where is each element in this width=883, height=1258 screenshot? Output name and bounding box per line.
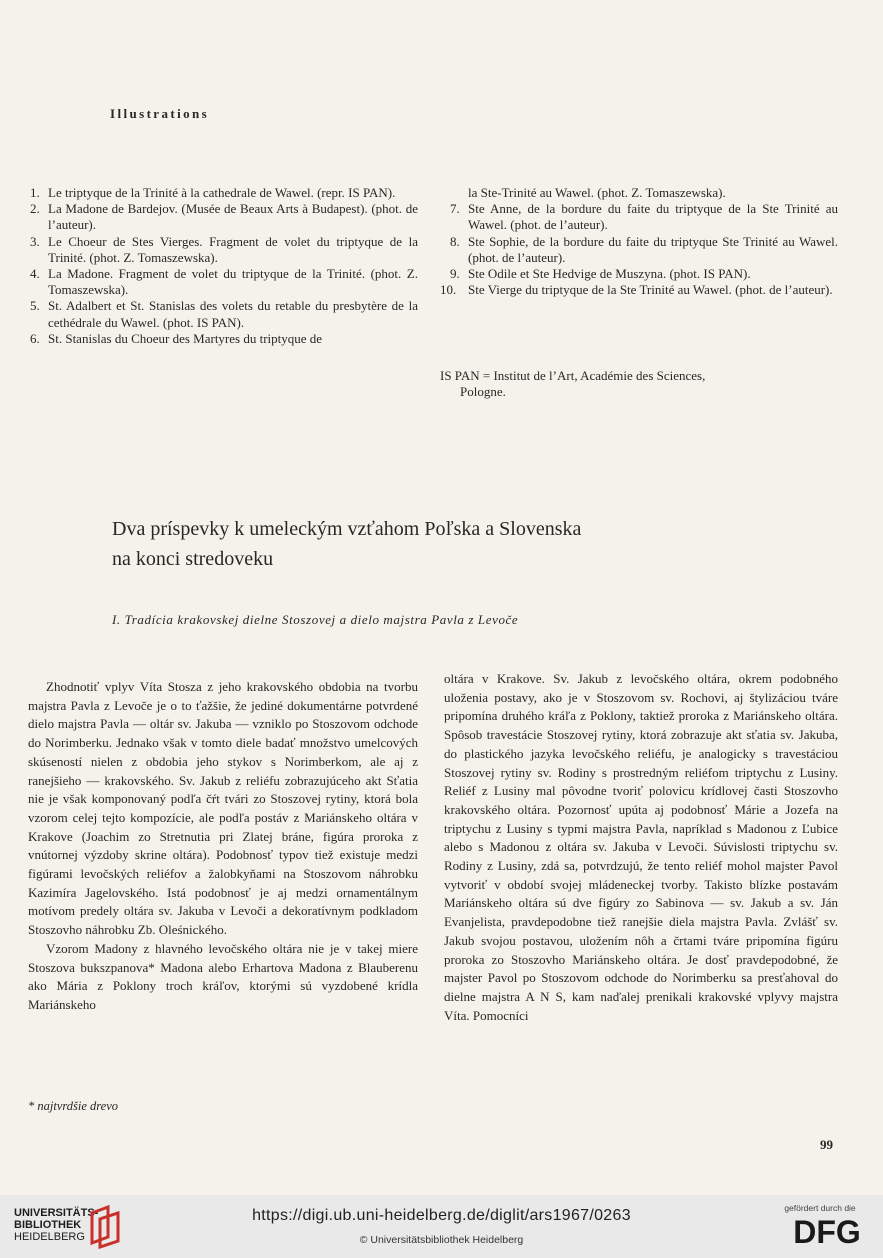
illustration-item-continuation: la Ste-Trinité au Wawel. (phot. Z. Tomaszewska). (468, 185, 726, 200)
footer-bar (0, 1195, 883, 1258)
illustration-item: 1. Le triptyque de la Trinité à la cathedrale de Wawel. (repr. IS PAN). (30, 185, 396, 200)
paragraph: oltára v Krakove. Sv. Jakub z levočského oltára, okrem podobného uloženia postavy, ako je v Stoszovom sv. Rochovi, aj štylizáciou tváre pripomína druhého kráľa z Poklony, taktiež proroka z Mariánskeho oltára. Spôsob travestácie Stoszovej rytiny, ktorá zobrazuje akt sťatia sv. Jakuba, do plastického jazyka levočského reliéfu, je analogicky s travestáciou Stoszovej rytiny sv. Rodiny s prostredným reliéfom triptychu z Lusiny. Reliéf z Lusiny mal pôvodne tvoriť polovicu krídlovej časti Stoszovho krakovského oltára. Pozornosť upúta aj podobnosť Márie a Jozefa na triptychu z Lusiny s typmi majstra Pavla, napríklad s Madonou z Ľubice alebo s Madonou z oltára sv. Jakuba v Levoči. Súvislosti triptychu sv. Rodiny z Lusiny, zdá sa, potvrdzujú, že tento reliéf mohol majster Pavol vytvoriť v období svojej mládeneckej tvorby. Takisto blízke postavám Mariánskeho oltára sú dve figúry zo Sabinova — sv. Jakub a sv. Ján Evanjelista, pravdepodobne tiež ranejšie diela majstra Pavla. Zvlášť sv. Jakub svojou postavou, uložením nôh a črtami tváre pripomína figúru proroka zo Stoszovho Mariánskeho oltára. Je dosť pravdepodobné, že majster Pavol po Stoszovom odchode do Norimberku sa presťahoval do dielne majstra A N S, kam naďalej prenikali krakovské vplyvy majstra Víta. Pomocníci (444, 671, 838, 1023)
paragraph: Zhodnotiť vplyv Víta Stosza z jeho krakovského obdobia na tvorbu majstra Pavla z Levoče je o to ťažšie, že jediné dokumentárne potvrdené dielo majstra Pavla — oltár sv. Jakuba — vzniklo po Stoszovom odchode do Norimberku. Jednako však v tomto diele badať množstvo umelcových skúseností nielen z obdobia jeho stykov s Norimberkom, ale aj z ranejšieho — krakovského. Sv. Jakub z reliéfu zobrazujúceho akt Sťatia nie je však komponovaný podľa čŕt tvári zo Stoszovej rytiny, ktorá bola vzorom celej tejto kompozície, ale podľa postáv z Mariánskeho oltára v Krakove (Joachim zo Stretnutia pri Zlatej bráne, figúra proroka z vnútornej výzdoby skrine oltára). Podobnosť typov tiež existuje medzi figúrami levočských reliéfov a žalobkyňami na Stoszovom náhrobku Kazimíra Jagelovského. Istá podobnosť je aj medzi ornamentálnym motívom predely oltára sv. Jakuba v Levoči a dekoratívnym podkladom Stoszovho náhrobku Zb. Oleśnického. (28, 679, 418, 938)
article-subtitle: I. Tradícia krakovskej dielne Stoszovej a dielo majstra Pavla z Levoče (112, 612, 519, 627)
article-title: Dva príspevky k umeleckým vzťahom Poľska a Slovenska na konci stredoveku (112, 518, 582, 570)
illustration-item: 8. Ste Sophie, de la bordure du faite du triptyque Ste Trinité au Wawel. (phot. de l’auteur). (450, 233, 838, 265)
illustration-item: 4. La Madone. Fragment de volet du triptyque de la Trinité. (phot. Z. Tomaszewska). (30, 266, 418, 298)
illustration-item: 10. Ste Vierge du triptyque de la Ste Trinité au Wawel. (phot. de l’auteur). (440, 282, 833, 298)
paragraph: Vzorom Madony z hlavného levočského oltára nie je v takej miere Stoszova bukszpanova* Madona alebo Erhartova Madona z Blauberenu ako Mária z Poklony troch kráľov, ktorými sú vyzdobené krídla Mariánskeho (28, 940, 418, 1012)
illustrations-list-right (440, 185, 838, 298)
copyright-notice: © Universitätsbibliothek Heidelberg (359, 1234, 524, 1246)
sponsor-name: DFG (793, 1215, 861, 1247)
abbreviation-legend: IS PAN = Institut de l’Art, Académie des Sciences, Pologne. (440, 368, 706, 400)
illustration-item: 5. St. Adalbert et St. Stanislas des volets du retable du presbytère de la cethédrale du Wawel. (phot. IS PAN). (30, 298, 418, 330)
library-name[interactable]: UNIVERSITÄTS- BIBLIOTHEK HEIDELBERG (14, 1207, 99, 1243)
illustration-item: 7. Ste Anne, de la bordure du faite du triptyque de la Ste Trinité au Wawel. (phot. de l’auteur). (450, 201, 838, 233)
illustrations-list-left (30, 185, 418, 347)
footnote: * najtvrdšie drevo (28, 1099, 119, 1113)
illustration-item: 2. La Madone de Bardejov. (Musée de Beaux Arts à Budapest). (phot. de l’auteur). (30, 201, 418, 233)
illustration-item: 9. Ste Odile et Ste Hedvige de Muszyna. (phot. IS PAN). (450, 266, 751, 282)
body-column-left (28, 678, 418, 1015)
page-number: 99 (820, 1137, 833, 1152)
dfg-logo-icon[interactable] (786, 1215, 868, 1247)
illustration-item: 3. Le Choeur de Stes Vierges. Fragment de volet du triptyque de la Trinité. (phot. Z. Tomaszewska). (30, 233, 418, 265)
permalink-url[interactable]: https://digi.ub.uni-heidelberg.de/diglit/ars1967/0263 (252, 1207, 631, 1224)
sponsor-label: gefördert durch die (784, 1203, 856, 1213)
illustrations-heading: Illustrations (110, 106, 210, 121)
body-column-right (444, 670, 838, 1025)
illustration-item: 6. St. Stanislas du Choeur des Martyres du triptyque de (30, 330, 323, 346)
